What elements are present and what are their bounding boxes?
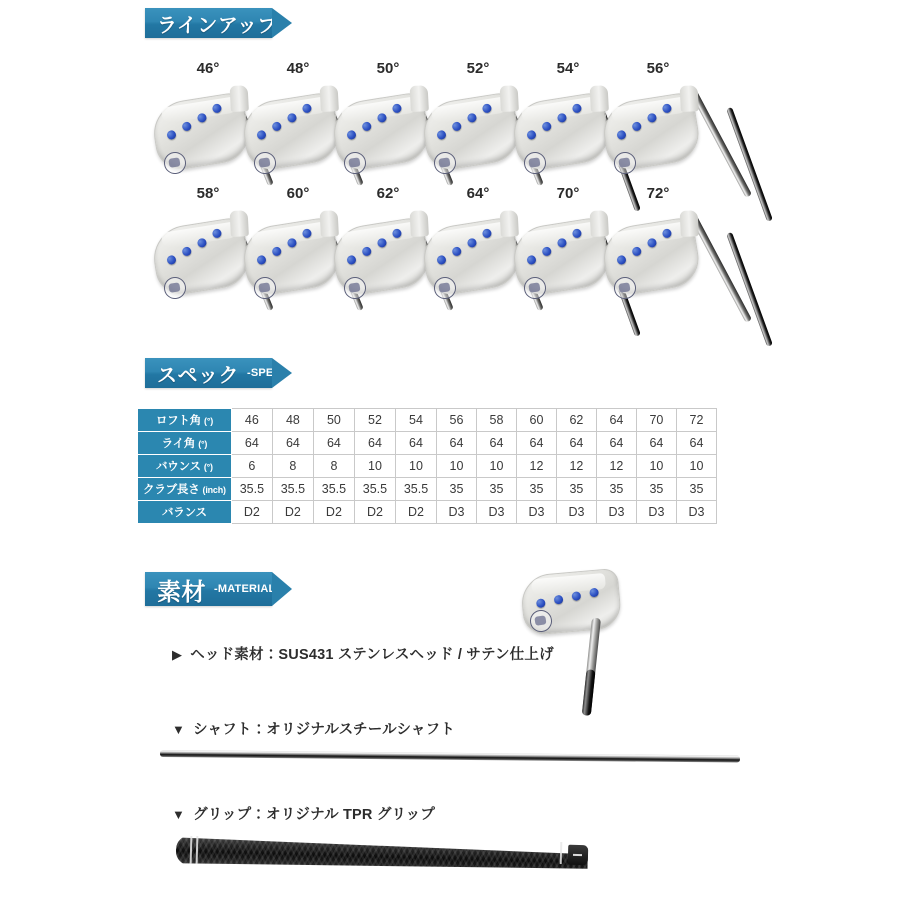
table-row	[138, 432, 717, 455]
row-header: バウンス (°)	[138, 455, 232, 478]
table-row	[138, 455, 717, 478]
material-grip-label: グリップ：オリジナル TPR グリップ	[193, 807, 436, 823]
table-cell: 64	[596, 432, 636, 455]
table-cell: D2	[395, 501, 436, 524]
table-cell: 35.5	[313, 478, 354, 501]
row-header: ライ角 (°)	[138, 432, 232, 455]
club-label: 64°	[466, 185, 490, 202]
material-head-label: ヘッド素材：SUS431 ステンレスヘッド / サテン仕上げ	[190, 647, 554, 663]
table-row	[138, 409, 717, 432]
table-cell: D3	[596, 501, 636, 524]
section-banner-spec	[145, 358, 286, 388]
club-label: 54°	[556, 60, 580, 77]
section-banner-lineup	[145, 8, 339, 38]
club-head-image	[598, 207, 718, 305]
table-cell: 35.5	[395, 478, 436, 501]
club-head-image	[598, 82, 718, 180]
banner-subtitle-lineup: -LINE UP-	[286, 17, 339, 29]
table-cell: 64	[272, 432, 313, 455]
table-cell: 35	[516, 478, 556, 501]
table-cell: 54	[395, 409, 436, 432]
table-cell: 12	[516, 455, 556, 478]
table-cell: 10	[354, 455, 395, 478]
table-row	[138, 478, 717, 501]
table-cell: 10	[437, 455, 477, 478]
table-cell: 48	[272, 409, 313, 432]
table-cell: 64	[395, 432, 436, 455]
club-label: 46°	[196, 60, 220, 77]
table-cell: 64	[437, 432, 477, 455]
table-cell: 50	[313, 409, 354, 432]
triangle-down-icon: ▼	[172, 807, 186, 822]
table-cell: 10	[395, 455, 436, 478]
table-cell: 52	[354, 409, 395, 432]
table-cell: D3	[437, 501, 477, 524]
triangle-right-icon: ▶	[172, 647, 183, 662]
table-cell: D2	[231, 501, 272, 524]
table-cell: 6	[231, 455, 272, 478]
table-cell: 12	[596, 455, 636, 478]
table-cell: 46	[231, 409, 272, 432]
table-cell: D3	[676, 501, 716, 524]
club-label: 56°	[646, 60, 670, 77]
material-shaft-label: シャフト：オリジナルスチールシャフト	[193, 722, 455, 738]
table-cell: 10	[676, 455, 716, 478]
row-header: ロフト角 (°)	[138, 409, 232, 432]
table-cell: D2	[272, 501, 313, 524]
table-cell: 35	[596, 478, 636, 501]
table-cell: 64	[313, 432, 354, 455]
grip-product-image	[176, 833, 588, 875]
shaft-product-image	[160, 748, 740, 759]
club-label: 52°	[466, 60, 490, 77]
table-cell: 62	[556, 409, 596, 432]
spec-table	[137, 408, 717, 524]
table-cell: D3	[556, 501, 596, 524]
club-label: 48°	[286, 60, 310, 77]
table-cell: D3	[516, 501, 556, 524]
material-club-shaft	[582, 618, 601, 716]
triangle-down-icon: ▼	[172, 722, 186, 737]
table-cell: 64	[596, 409, 636, 432]
table-cell: 64	[676, 432, 716, 455]
table-cell: D3	[476, 501, 516, 524]
table-cell: 35	[676, 478, 716, 501]
table-cell: 35	[437, 478, 477, 501]
row-header: バランス	[138, 501, 232, 524]
table-cell: 35.5	[272, 478, 313, 501]
table-cell: D3	[636, 501, 676, 524]
lineup-row-2	[0, 185, 900, 310]
banner-title-lineup: ラインアップ	[157, 14, 278, 37]
club-item-72	[598, 185, 718, 305]
table-cell: 64	[556, 432, 596, 455]
table-cell: 64	[516, 432, 556, 455]
table-cell: 10	[636, 455, 676, 478]
table-cell: 35	[476, 478, 516, 501]
table-cell: 35.5	[354, 478, 395, 501]
grip-butt-cap	[568, 845, 589, 866]
table-cell: 12	[556, 455, 596, 478]
table-cell: D2	[313, 501, 354, 524]
club-label: 70°	[556, 185, 580, 202]
banner-subtitle-material: -MATERIAL-	[214, 583, 280, 595]
table-cell: 8	[313, 455, 354, 478]
club-label: 62°	[376, 185, 400, 202]
club-label: 72°	[646, 185, 670, 202]
material-grip-line	[172, 803, 435, 824]
table-cell: 10	[476, 455, 516, 478]
table-cell: 70	[636, 409, 676, 432]
table-cell: 58	[476, 409, 516, 432]
table-cell: 72	[676, 409, 716, 432]
table-cell: 64	[636, 432, 676, 455]
banner-subtitle-spec: -SPEC-	[247, 367, 286, 379]
club-label: 58°	[196, 185, 220, 202]
lineup-row-1	[0, 60, 900, 185]
section-banner-material	[145, 572, 280, 606]
table-cell: 64	[231, 432, 272, 455]
club-item-56	[598, 60, 718, 180]
club-label: 60°	[286, 185, 310, 202]
table-cell: 8	[272, 455, 313, 478]
banner-title-material: 素材	[157, 578, 206, 606]
table-cell: 60	[516, 409, 556, 432]
table-row	[138, 501, 717, 524]
table-cell: 35	[556, 478, 596, 501]
table-cell: D2	[354, 501, 395, 524]
table-cell: 56	[437, 409, 477, 432]
banner-title-spec: スペック	[157, 364, 239, 387]
club-label: 50°	[376, 60, 400, 77]
table-cell: 35	[636, 478, 676, 501]
table-cell: 64	[354, 432, 395, 455]
table-cell: 35.5	[231, 478, 272, 501]
table-cell: 64	[476, 432, 516, 455]
row-header: クラブ長さ (inch)	[138, 478, 232, 501]
material-shaft-line	[172, 718, 455, 739]
material-head-line	[172, 643, 554, 664]
